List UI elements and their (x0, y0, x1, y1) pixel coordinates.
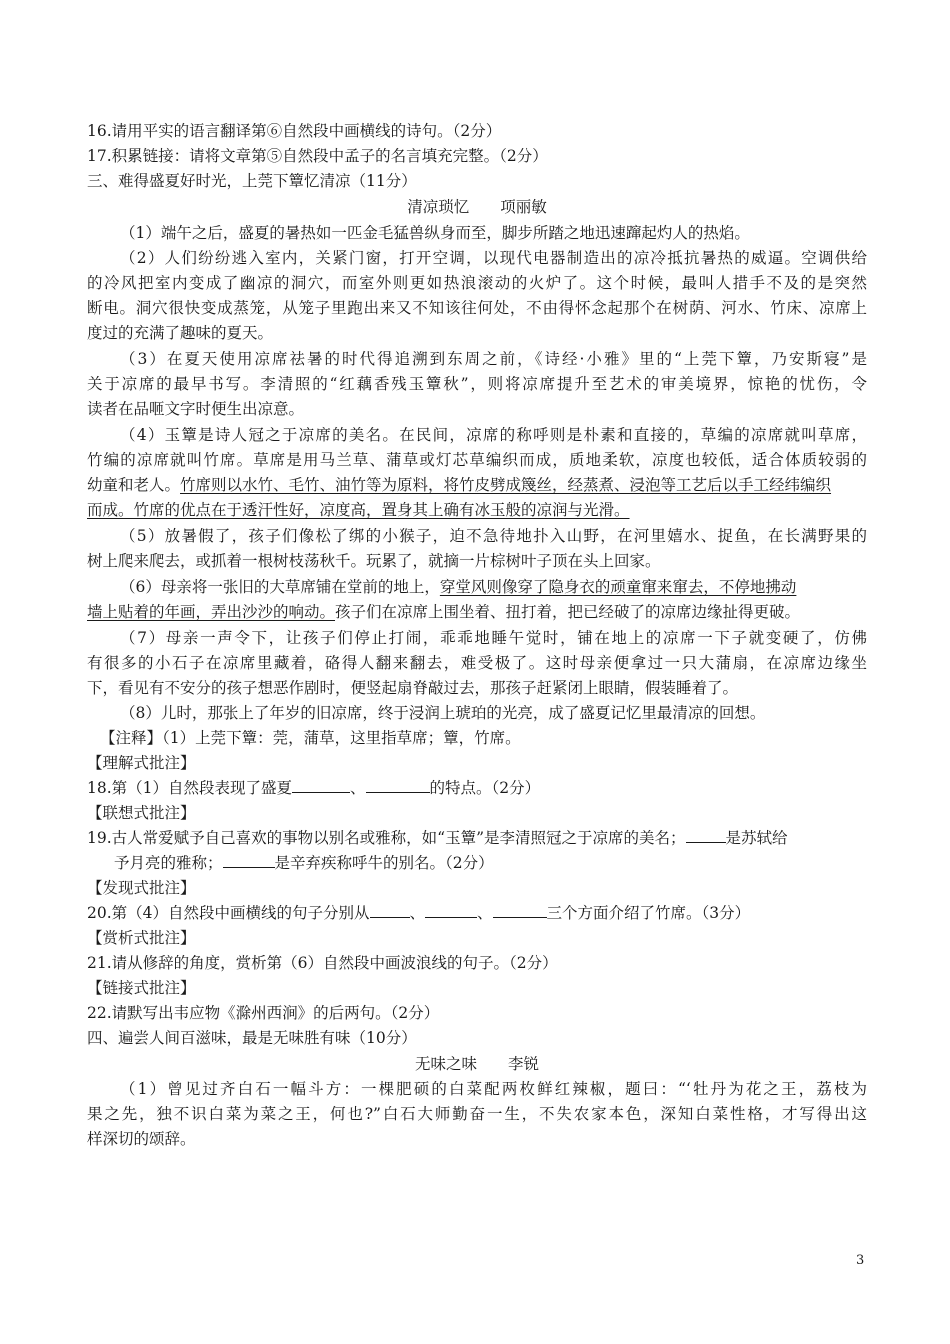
paragraph-2-line-1: （2）人们纷纷逃入室内，关紧门窗，打开空调，以现代电器制造出的凉冷抵抗暑热的威逼。空调供给 (120, 249, 867, 267)
paragraph-4-line-4 (87, 499, 867, 521)
label-comprehension: 【理解式批注】 (87, 754, 196, 772)
paragraph-3-line-3: 读者在品咂文字时便生出凉意。 (87, 400, 305, 418)
paragraph-2-line-4: 度过的充满了趣味的夏天。 (87, 324, 274, 342)
paragraph-5-line-2: 树上爬来爬去，或抓着一根树枝荡秋千。玩累了，就摘一片棕树叶子顶在头上回家。 (87, 552, 661, 570)
paragraph-4-line-3-plain: 幼童和老人。 (87, 476, 181, 494)
paragraph-8: （8）儿时，那张上了年岁的旧凉席，终于浸润上琥珀的光亮，成了盛夏记忆里最清凉的回想。 (120, 704, 766, 722)
answer-blank[interactable] (366, 777, 430, 793)
underlined-sentence-part-2: 而成。竹席的优点在于透汗性好，凉度高，置身其上确有冰玉般的凉润与光滑。 (87, 501, 630, 519)
label-link: 【链接式批注】 (87, 979, 196, 997)
answer-blank[interactable] (292, 777, 350, 793)
answer-blank[interactable] (493, 902, 547, 918)
paragraph-7-line-3: 下，看见有不安分的孩子想恶作剧时，便竖起扇脊敲过去，那孩子赶紧闭上眼睛，假装睡着了。 (87, 679, 739, 697)
question-19-text-b: 是苏轼给 (725, 829, 788, 847)
section-4-heading: 四、遍尝人间百滋味，最是无味胜有味（10分） (87, 1029, 417, 1047)
paragraph-4-line-2: 竹编的凉席就叫竹席。草席是用马兰草、蒲草或灯芯草编织而成，质地柔软，凉度也较低，适合体质较弱的 (87, 451, 867, 469)
question-18 (87, 777, 867, 799)
label-association: 【联想式批注】 (87, 804, 196, 822)
paragraph-6-line-2 (87, 601, 867, 623)
question-20 (87, 902, 867, 924)
paragraph-2-line-2: 的冷风把室内变成了幽凉的洞穴，而室外则更如热浪滚动的火炉了。这个时候，最叫人措手不及的是突然 (87, 274, 867, 292)
question-20-text-a: 20.第（4）自然段中画横线的句子分别从 (87, 904, 370, 922)
section-3-heading: 三、难得盛夏好时光，上莞下簟忆清凉（11分） (87, 172, 417, 190)
question-19-line-1 (87, 827, 867, 849)
wavy-sentence-part-2: 墙上贴着的年画，弄出沙沙的响动。 (87, 603, 336, 621)
paragraph-3-line-2: 关于凉席的最早书写。李清照的“红藕香残玉簟秋”，则将凉席提升至艺术的审美境界，惊艳的忧伤，令 (87, 375, 867, 393)
article-title-2: 无味之味 李锐 (414, 1055, 539, 1073)
question-19-text-c: 予月亮的雅称； (114, 854, 223, 872)
paragraph-7-line-1: （7）母亲一声令下，让孩子们停止打闹，乖乖地睡午觉时，铺在地上的凉席一下子就变硬了，仿佛 (120, 629, 867, 647)
article-title-1: 清凉琐忆 项丽敏 (407, 198, 547, 216)
question-19-text-a: 19.古人常爱赋予自己喜欢的事物以别名或雅称，如“玉簟”是李清照冠之于凉席的美名； (87, 829, 686, 847)
question-16: 16.请用平实的语言翻译第⑥自然段中画横线的诗句。（2分） (87, 122, 502, 140)
page-number: 3 (856, 1253, 865, 1268)
question-18-text-a: 18.第（1）自然段表现了盛夏 (87, 779, 293, 797)
question-18-text-c: 的特点。（2分） (429, 779, 541, 797)
paragraph-4-line-3 (87, 474, 867, 496)
section-4-paragraph-1-line-1: （1）曾见过齐白石一幅斗方：一棵肥硕的白菜配两枚鲜红辣椒，题曰：“‘牡丹为花之王，荔枝为 (120, 1080, 867, 1098)
question-19-line-2 (114, 852, 867, 874)
answer-blank[interactable] (223, 852, 275, 868)
paragraph-2-line-3: 断电。洞穴很快变成蒸笼，从笼子里跑出来又不知该往何处，不由得怀念起那个在树荫、河水、竹床、凉席上 (87, 299, 867, 317)
section-4-paragraph-1-line-3: 样深切的颂辞。 (87, 1130, 196, 1148)
question-20-text-c: 、 (477, 904, 493, 922)
label-appreciation: 【赏析式批注】 (87, 929, 196, 947)
answer-blank[interactable] (686, 827, 726, 843)
underlined-sentence-part-1: 竹席则以水竹、毛竹、油竹等为原料，将竹皮劈成篾丝，经蒸煮、浸泡等工艺后以手工经纬编织 (180, 476, 832, 494)
wavy-sentence-part-1: 穿堂风则像穿了隐身衣的顽童窜来窜去，不停地拂动 (439, 578, 797, 596)
paragraph-3-line-1: （3）在夏天使用凉席祛暑的时代得追溯到东周之前，《诗经·小雅》里的“上莞下簟，乃安斯寝”是 (120, 350, 867, 368)
answer-blank[interactable] (425, 902, 477, 918)
question-19-text-d: 是辛弃疾称呼牛的别名。（2分） (274, 854, 494, 872)
paragraph-1: （1）端午之后，盛夏的暑热如一匹金毛猛兽纵身而至，脚步所踏之地迅速蹿起灼人的热焰。 (120, 224, 750, 242)
question-22: 22.请默写出韦应物《滁州西涧》的后两句。（2分） (87, 1004, 440, 1022)
question-20-text-b: 、 (409, 904, 426, 922)
paragraph-6-plain-2: 孩子们在凉席上围坐着、扭打着，把已经破了的凉席边缘扯得更破。 (335, 603, 801, 621)
question-18-text-b: 、 (350, 779, 366, 797)
section-4-paragraph-1-line-2: 果之先，独不识白菜为菜之王，何也?”白石大师勤奋一生，不失农家本色，深知白菜性格，才写得出这 (87, 1105, 867, 1123)
paragraph-6-plain-1: （6）母亲将一张旧的大草席铺在堂前的地上， (120, 578, 440, 596)
annotation-note: 【注释】（1）上莞下簟：莞，蒲草，这里指草席；簟，竹席。 (100, 729, 521, 747)
paragraph-4-line-1: （4）玉簟是诗人冠之于凉席的美名。在民间，凉席的称呼则是朴素和直接的，草编的凉席就叫草席， (120, 426, 867, 444)
question-20-text-d: 三个方面介绍了竹席。（3分） (546, 904, 751, 922)
question-21: 21.请从修辞的角度，赏析第（6）自然段中画波浪线的句子。（2分） (87, 954, 558, 972)
paragraph-7-line-2: 有很多的小石子在凉席里藏着，硌得人翻来翻去，难受极了。这时母亲便拿过一只大蒲扇，在凉席边缘坐 (87, 654, 867, 672)
paragraph-5-line-1: （5）放暑假了，孩子们像松了绑的小猴子，迫不急待地扑入山野，在河里嬉水、捉鱼，在长满野果的 (120, 527, 867, 545)
answer-blank[interactable] (370, 902, 410, 918)
question-17: 17.积累链接：请将文章第⑤自然段中孟子的名言填充完整。（2分） (87, 147, 548, 165)
paragraph-6-line-1 (120, 576, 867, 598)
label-discovery: 【发现式批注】 (87, 879, 196, 897)
